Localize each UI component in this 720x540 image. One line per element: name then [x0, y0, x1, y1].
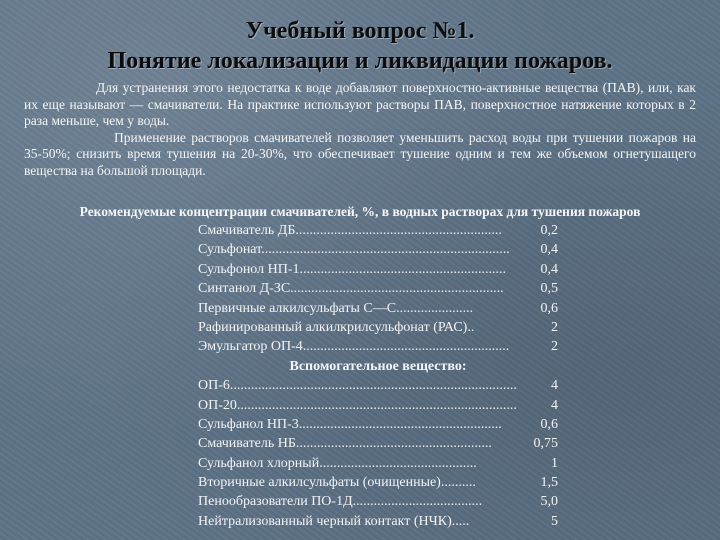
item-value: 0,4 [540, 242, 558, 258]
item-label: Смачиватель НБ........................................................ [198, 436, 492, 452]
item-label: Вторичные алкилсульфаты (очищенные).......... [198, 475, 476, 491]
item-value: 5,0 [540, 494, 558, 510]
list-item [198, 376, 558, 395]
intro-paragraph-1: Для устранения этого недостатка к воде добавляют поверхностно-активные вещества (ПАВ), или, как их еще называют — смачиватели. На практике используют растворы ПАВ, поверхностное натяжение которых в 2 раза меньше, чем у воды. [24, 80, 696, 128]
concentration-table-heading: Рекомендуемые концентрации смачивателей, %, в водных растворах для тушения пожаров [79, 204, 641, 219]
title-line-2: Понятие локализации и ликвидации пожаров. [107, 48, 613, 74]
list-item [198, 318, 558, 337]
list-item [198, 415, 558, 434]
item-label: Рафинированный алкилкрилсульфонат (РАС).. [198, 319, 475, 335]
item-label: Пенообразователи ПО-1Д..................................... [198, 494, 483, 510]
item-value: 0,6 [540, 416, 558, 432]
item-label: Сульфанол хлорный............................................. [198, 455, 477, 471]
slide-title [0, 16, 720, 76]
list-item [198, 240, 558, 259]
item-value: 1,5 [540, 475, 558, 491]
item-label: Сульфанол НП-3.......................................................... [198, 416, 502, 432]
item-label: ОП-6.................................................................................. [198, 378, 517, 394]
item-value: 4 [551, 378, 558, 394]
list-item [198, 299, 558, 318]
item-label: Первичные алкилсульфаты С—С...................... [198, 300, 474, 316]
item-value: 2 [551, 319, 558, 335]
list-item [198, 454, 558, 473]
list-item [198, 473, 558, 492]
item-value: 1 [551, 455, 558, 471]
list-item [198, 279, 558, 298]
intro-text [24, 80, 696, 179]
list-item [198, 492, 558, 511]
item-label: ОП-20................................................................................ [198, 397, 517, 413]
item-label: Сульфонат....................................................................... [198, 242, 510, 258]
concentration-list [198, 221, 558, 531]
item-label: Нейтрализованный черный контакт (НЧК)..... [198, 513, 470, 529]
item-value: 4 [551, 397, 558, 413]
item-value: 2 [551, 339, 558, 355]
item-value: 0,4 [540, 261, 558, 277]
list-item [198, 260, 558, 279]
item-label: Сульфонол НП-1........................................................... [198, 261, 506, 277]
list-item [198, 434, 558, 453]
list-item [198, 221, 558, 240]
item-value: 0,75 [533, 436, 558, 452]
item-value: 0,5 [540, 281, 558, 297]
item-value: 5 [551, 513, 558, 529]
list-item [198, 337, 558, 356]
item-value: 0,6 [540, 300, 558, 316]
intro-paragraph-2: Применение растворов смачивателей позволяет уменьшить расход воды при тушении пожаров на 35-50%; снизить время тушения на 20-30%, что обеспечивает тушение одним и тем же объемом огнетушащего вещества на большой площади. [24, 129, 696, 178]
auxiliary-substance-heading: Вспомогательное вещество: [289, 358, 467, 374]
item-label: Эмульгатор ОП-4........................................................... [198, 339, 510, 355]
list-item [198, 512, 558, 531]
item-label: Синтанол Д-ЗС............................................................. [198, 281, 504, 297]
title-line-1: Учебный вопрос №1. [245, 18, 475, 44]
list-item [198, 396, 558, 415]
item-label: Смачиватель ДБ........................................................... [198, 223, 502, 238]
item-value: 0,2 [540, 223, 558, 238]
